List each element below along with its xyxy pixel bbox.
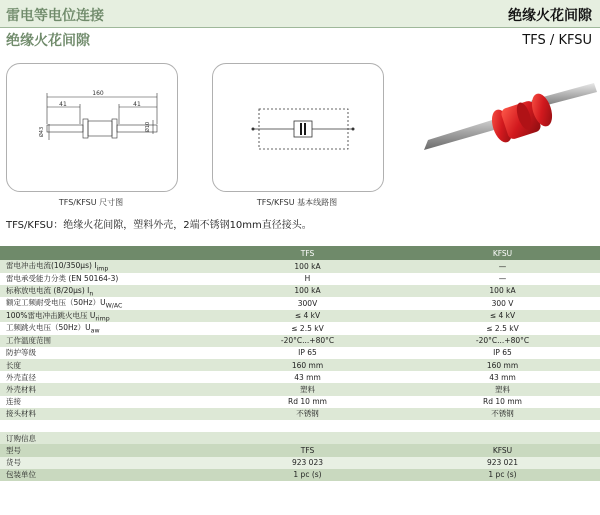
kfsu-value: IP 65	[405, 347, 600, 359]
row-label-sub: n	[89, 290, 94, 298]
kfsu-value: 923 021	[405, 457, 600, 469]
header-divider	[0, 27, 600, 28]
kfsu-value: 不锈钢	[405, 408, 600, 420]
table-row	[0, 383, 600, 395]
dim-total-label: 160	[92, 90, 104, 97]
tfs-value: 923 023	[210, 457, 405, 469]
order-section-title: 订购信息	[0, 432, 600, 444]
dimension-caption: TFS/KFSU 尺寸图	[58, 198, 124, 207]
column-header-tfs: TFS	[210, 246, 405, 260]
order-label: 型号	[0, 444, 210, 456]
row-label: 连接	[0, 396, 210, 408]
row-label-sub: aw	[90, 327, 100, 335]
row-label: 工频跳火电压（50Hz）U	[6, 323, 91, 333]
product-description: TFS/KFSU：绝缘火花间隙，塑料外壳，2端不锈钢10mm直径接头。	[6, 220, 312, 231]
kfsu-value: 1 pc (s)	[405, 469, 600, 481]
row-label: 接头材料	[0, 408, 210, 420]
kfsu-value: —	[405, 260, 600, 273]
dim-d2-label: Ø10	[145, 121, 151, 133]
table-row	[0, 359, 600, 371]
category-title: 雷电等电位连接	[6, 8, 104, 24]
row-label: 标称放电电流 (8/20μs) I	[6, 285, 90, 295]
row-label: 长度	[0, 359, 210, 371]
tfs-value: IP 65	[210, 347, 405, 359]
table-spacer-row	[0, 420, 600, 432]
row-label: 工作温度范围	[0, 335, 210, 347]
tfs-value: H	[210, 273, 405, 285]
row-label: 额定工频耐受电压（50Hz）U	[6, 298, 106, 308]
row-label: 雷电冲击电流(10/350μs) I	[6, 261, 97, 270]
table-row	[0, 335, 600, 347]
tfs-value: 300V	[210, 297, 405, 310]
table-row	[0, 285, 600, 298]
tfs-value: ≤ 4 kV	[210, 310, 405, 323]
tfs-value: 43 mm	[210, 371, 405, 383]
dimension-drawing-panel	[6, 63, 178, 192]
table-row	[0, 322, 600, 335]
table-row	[0, 273, 600, 285]
row-label-sub: rimp	[95, 315, 110, 323]
product-name: 绝缘火花间隙	[508, 8, 592, 24]
model-names: TFS / KFSU	[522, 33, 592, 48]
table-row	[0, 371, 600, 383]
tfs-value: -20°C...+80°C	[210, 335, 405, 347]
kfsu-value: 43 mm	[405, 371, 600, 383]
tfs-value: Rd 10 mm	[210, 396, 405, 408]
column-header-kfsu: KFSU	[405, 246, 600, 260]
kfsu-value: —	[405, 273, 600, 285]
tfs-value: 100 kA	[210, 285, 405, 298]
order-label: 货号	[0, 457, 210, 469]
table-row	[0, 408, 600, 420]
row-label: 外壳直径	[0, 371, 210, 383]
kfsu-value: 100 kA	[405, 285, 600, 298]
tfs-value: TFS	[210, 444, 405, 456]
kfsu-value: 塑料	[405, 383, 600, 395]
product-image	[418, 80, 598, 180]
page-subtitle: 绝缘火花间隙	[6, 33, 90, 49]
header-empty-cell	[0, 246, 210, 260]
tfs-value: ≤ 2.5 kV	[210, 322, 405, 335]
row-label-sub: imp	[96, 265, 109, 273]
spec-table	[0, 246, 600, 481]
kfsu-value: KFSU	[405, 444, 600, 456]
table-row	[0, 396, 600, 408]
circuit-diagram-panel	[212, 63, 384, 192]
dim-right-label: 41	[133, 101, 141, 108]
order-row	[0, 444, 600, 456]
order-section-row	[0, 432, 600, 444]
tfs-value: 100 kA	[210, 260, 405, 273]
order-row	[0, 457, 600, 469]
order-label: 包装单位	[0, 469, 210, 481]
order-row	[0, 469, 600, 481]
circuit-diagram	[213, 64, 383, 191]
row-label: 外壳材料	[0, 383, 210, 395]
dim-d1-label: Ø43	[39, 126, 45, 138]
table-row	[0, 347, 600, 359]
tfs-value: 塑料	[210, 383, 405, 395]
kfsu-value: -20°C...+80°C	[405, 335, 600, 347]
row-label-sub: W/AC	[105, 302, 123, 310]
tfs-value: 160 mm	[210, 359, 405, 371]
kfsu-value: 160 mm	[405, 359, 600, 371]
table-row	[0, 260, 600, 273]
circuit-caption: TFS/KFSU 基本线路图	[256, 198, 338, 207]
kfsu-value: 300 V	[405, 297, 600, 310]
dimension-drawing	[7, 64, 177, 191]
row-label: 雷电承受能力分类 (EN 50164-3)	[6, 274, 119, 284]
table-header-row	[0, 246, 600, 260]
kfsu-value: ≤ 4 kV	[405, 310, 600, 323]
tfs-value: 1 pc (s)	[210, 469, 405, 481]
dim-left-label: 41	[59, 101, 67, 108]
kfsu-value: ≤ 2.5 kV	[405, 322, 600, 335]
table-row	[0, 310, 600, 323]
tfs-value: 不锈钢	[210, 408, 405, 420]
row-label: 防护等级	[0, 347, 210, 359]
row-label: 100%雷电冲击跳火电压 U	[6, 310, 96, 320]
table-row	[0, 297, 600, 310]
kfsu-value: Rd 10 mm	[405, 396, 600, 408]
